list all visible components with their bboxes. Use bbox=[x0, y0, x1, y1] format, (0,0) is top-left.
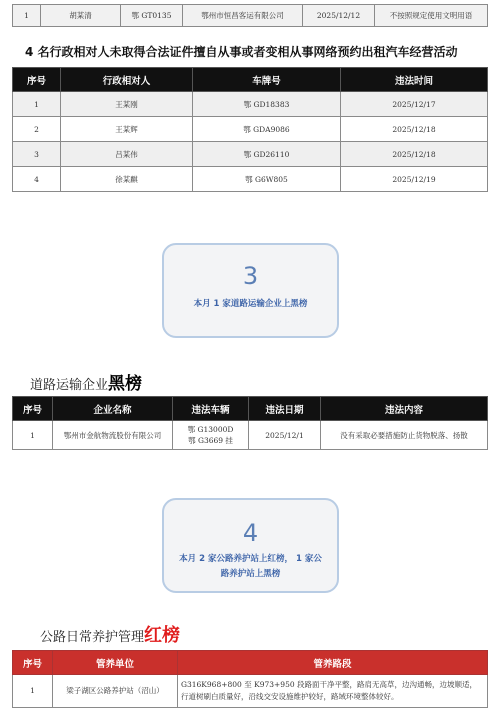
summary-card-maintenance bbox=[162, 498, 339, 593]
header-plate: 车牌号 bbox=[193, 68, 341, 92]
summary-card-number: 3 bbox=[242, 262, 259, 290]
row-number: 1 bbox=[13, 421, 53, 450]
summary-card-caption: 本月 2 家公路养护站上红榜， 1 家公路养护站上黑榜 bbox=[179, 554, 322, 579]
row-number: 1 bbox=[13, 675, 53, 708]
road-section-description: G316K968+800 至 K973+950 段路面干净平整，路肩无高草，边沟通畅，边坡顺适，行道树刷白质量好，沿线交安设施维护较好，路域环境整体较好。 bbox=[178, 675, 488, 708]
violation-content: 没有采取必要措施防止货物脱落、扬散 bbox=[321, 421, 488, 450]
row-number: 4 bbox=[13, 167, 61, 192]
person-name: 王某辉 bbox=[61, 117, 193, 142]
violation-date: 2025/12/12 bbox=[303, 5, 375, 27]
table-header-row bbox=[13, 651, 488, 675]
header-number: 序号 bbox=[13, 68, 61, 92]
header-vehicle: 违法车辆 bbox=[173, 397, 249, 421]
header-road: 管养路段 bbox=[178, 651, 488, 675]
summary-card-caption: 本月 1 家道路运输企业上黑榜 bbox=[193, 299, 308, 309]
violation-date: 2025/12/18 bbox=[341, 142, 488, 167]
previous-table-tail bbox=[12, 4, 488, 27]
plate-number: 鄂 GD18383 bbox=[193, 92, 341, 117]
road-transport-blacklist-table bbox=[12, 396, 488, 450]
person-name: 胡某清 bbox=[41, 5, 121, 27]
header-person: 行政相对人 bbox=[61, 68, 193, 92]
header-number: 序号 bbox=[13, 651, 53, 675]
table-row bbox=[13, 421, 488, 450]
summary-card-road-transport bbox=[162, 243, 339, 338]
plate-number: 鄂 GT0135 bbox=[121, 5, 183, 27]
vehicle-plate: 鄂 G3669 挂 bbox=[188, 436, 233, 445]
plate-number: 鄂 GDA9086 bbox=[193, 117, 341, 142]
maintenance-unit: 梁子湖区公路养护站（沼山） bbox=[53, 675, 178, 708]
person-name: 徐某麒 bbox=[61, 167, 193, 192]
maintenance-redlist-table bbox=[12, 650, 488, 708]
row-number: 2 bbox=[13, 117, 61, 142]
header-company: 企业名称 bbox=[53, 397, 173, 421]
table-row bbox=[13, 92, 488, 117]
table-row bbox=[13, 117, 488, 142]
section-title-emphasis: 红榜 bbox=[144, 625, 181, 646]
section-title-emphasis: 黑榜 bbox=[108, 374, 143, 394]
violation-date: 2025/12/1 bbox=[249, 421, 321, 450]
section-title-prefix: 道路运输企业 bbox=[30, 378, 109, 393]
section-title-ride-hailing: 4 名行政相对人未取得合法证件擅自从事或者变相从事网络预约出租汽车经营活动 bbox=[25, 45, 458, 59]
table-row bbox=[13, 142, 488, 167]
header-time: 违法时间 bbox=[341, 68, 488, 92]
section-title-blacklist bbox=[30, 369, 142, 394]
vehicle-plate: 鄂 G13000D bbox=[187, 425, 234, 434]
row-number: 1 bbox=[13, 92, 61, 117]
header-date: 违法日期 bbox=[249, 397, 321, 421]
person-name: 吕某伟 bbox=[61, 142, 193, 167]
violation-date: 2025/12/18 bbox=[341, 117, 488, 142]
table-row bbox=[13, 167, 488, 192]
table-header-row bbox=[13, 68, 488, 92]
person-name: 王某刚 bbox=[61, 92, 193, 117]
header-unit: 管养单位 bbox=[53, 651, 178, 675]
company-name: 鄂州市恒昌客运有限公司 bbox=[183, 5, 303, 27]
section-title-prefix: 公路日常养护管理 bbox=[40, 630, 145, 645]
row-number: 1 bbox=[13, 5, 41, 27]
header-number: 序号 bbox=[13, 397, 53, 421]
vehicle-plates bbox=[173, 421, 249, 450]
violation-date: 2025/12/19 bbox=[341, 167, 488, 192]
ride-hailing-violations-table bbox=[12, 67, 488, 192]
plate-number: 鄂 G6W805 bbox=[193, 167, 341, 192]
table-row bbox=[13, 5, 488, 27]
violation-content: 不按照规定使用文明用语 bbox=[375, 5, 488, 27]
violation-date: 2025/12/17 bbox=[341, 92, 488, 117]
table-row bbox=[13, 675, 488, 708]
summary-card-number: 4 bbox=[242, 519, 259, 547]
header-content: 违法内容 bbox=[321, 397, 488, 421]
company-name: 鄂州市金航物流股份有限公司 bbox=[53, 421, 173, 450]
section-title-redlist bbox=[40, 621, 180, 647]
plate-number: 鄂 GD26110 bbox=[193, 142, 341, 167]
row-number: 3 bbox=[13, 142, 61, 167]
table-header-row bbox=[13, 397, 488, 421]
